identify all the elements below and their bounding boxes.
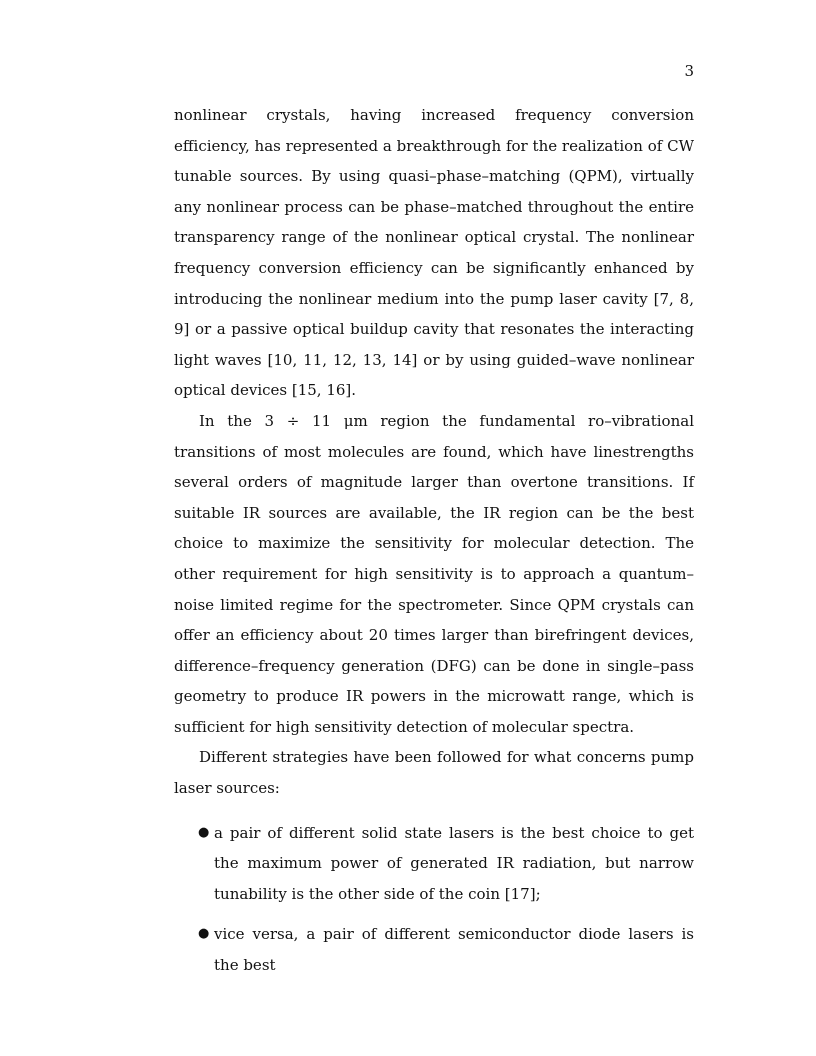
- bullet-icon: ●: [198, 926, 210, 942]
- bullet-list: [174, 818, 694, 981]
- paragraph-2: In the 3 ÷ 11 μm region the fundamental ro–vibrational transitions of most molecules are found, which have linestrengths several orders of magnitude larger than overtone transitions. If suitable IR sources are available, the IR region can be the best choice to maximize the sensitivity for molecular detection. The other requirement for high sensitivity is to approach a quantum–noise limited regime for the spectrometer. Since QPM crystals can offer an efficiency about 20 times larger than birefringent devices, difference–frequency generation (DFG) can be done in single–pass geometry to produce IR powers in the microwatt range, which is sufficient for high sensitivity detection of molecular spectra.: [174, 411, 694, 736]
- bullet-item-2: [174, 919, 694, 980]
- page-number: 3: [684, 62, 694, 80]
- paragraph-1: nonlinear crystals, having increased frequency conversion efficiency, has represented a breakthrough for the realization of CW tunable sources. By using quasi–phase–matching (QPM), virtually any nonlinear process can be phase–matched throughout the entire transparency range of the nonlinear optical crystal. The nonlinear frequency conversion efficiency can be significantly enhanced by introducing the nonlinear medium into the pump laser cavity [7, 8, 9] or a passive optical buildup cavity that resonates the interacting light waves [10, 11, 12, 13, 14] or by using guided–wave nonlinear optical devices [15, 16].: [174, 106, 694, 400]
- bullet-text: vice versa, a pair of different semiconductor diode lasers is the best: [214, 925, 694, 975]
- bullet-text: a pair of different solid state lasers is the best choice to get the maximum power of generated IR radiation, but narrow tunability is the other side of the coin [17];: [214, 823, 694, 903]
- body-text: [174, 100, 694, 991]
- paragraph-3: Different strategies have been followed for what concerns pump laser sources:: [174, 748, 694, 798]
- bullet-icon: ●: [198, 824, 210, 840]
- bullet-item-1: [174, 818, 694, 910]
